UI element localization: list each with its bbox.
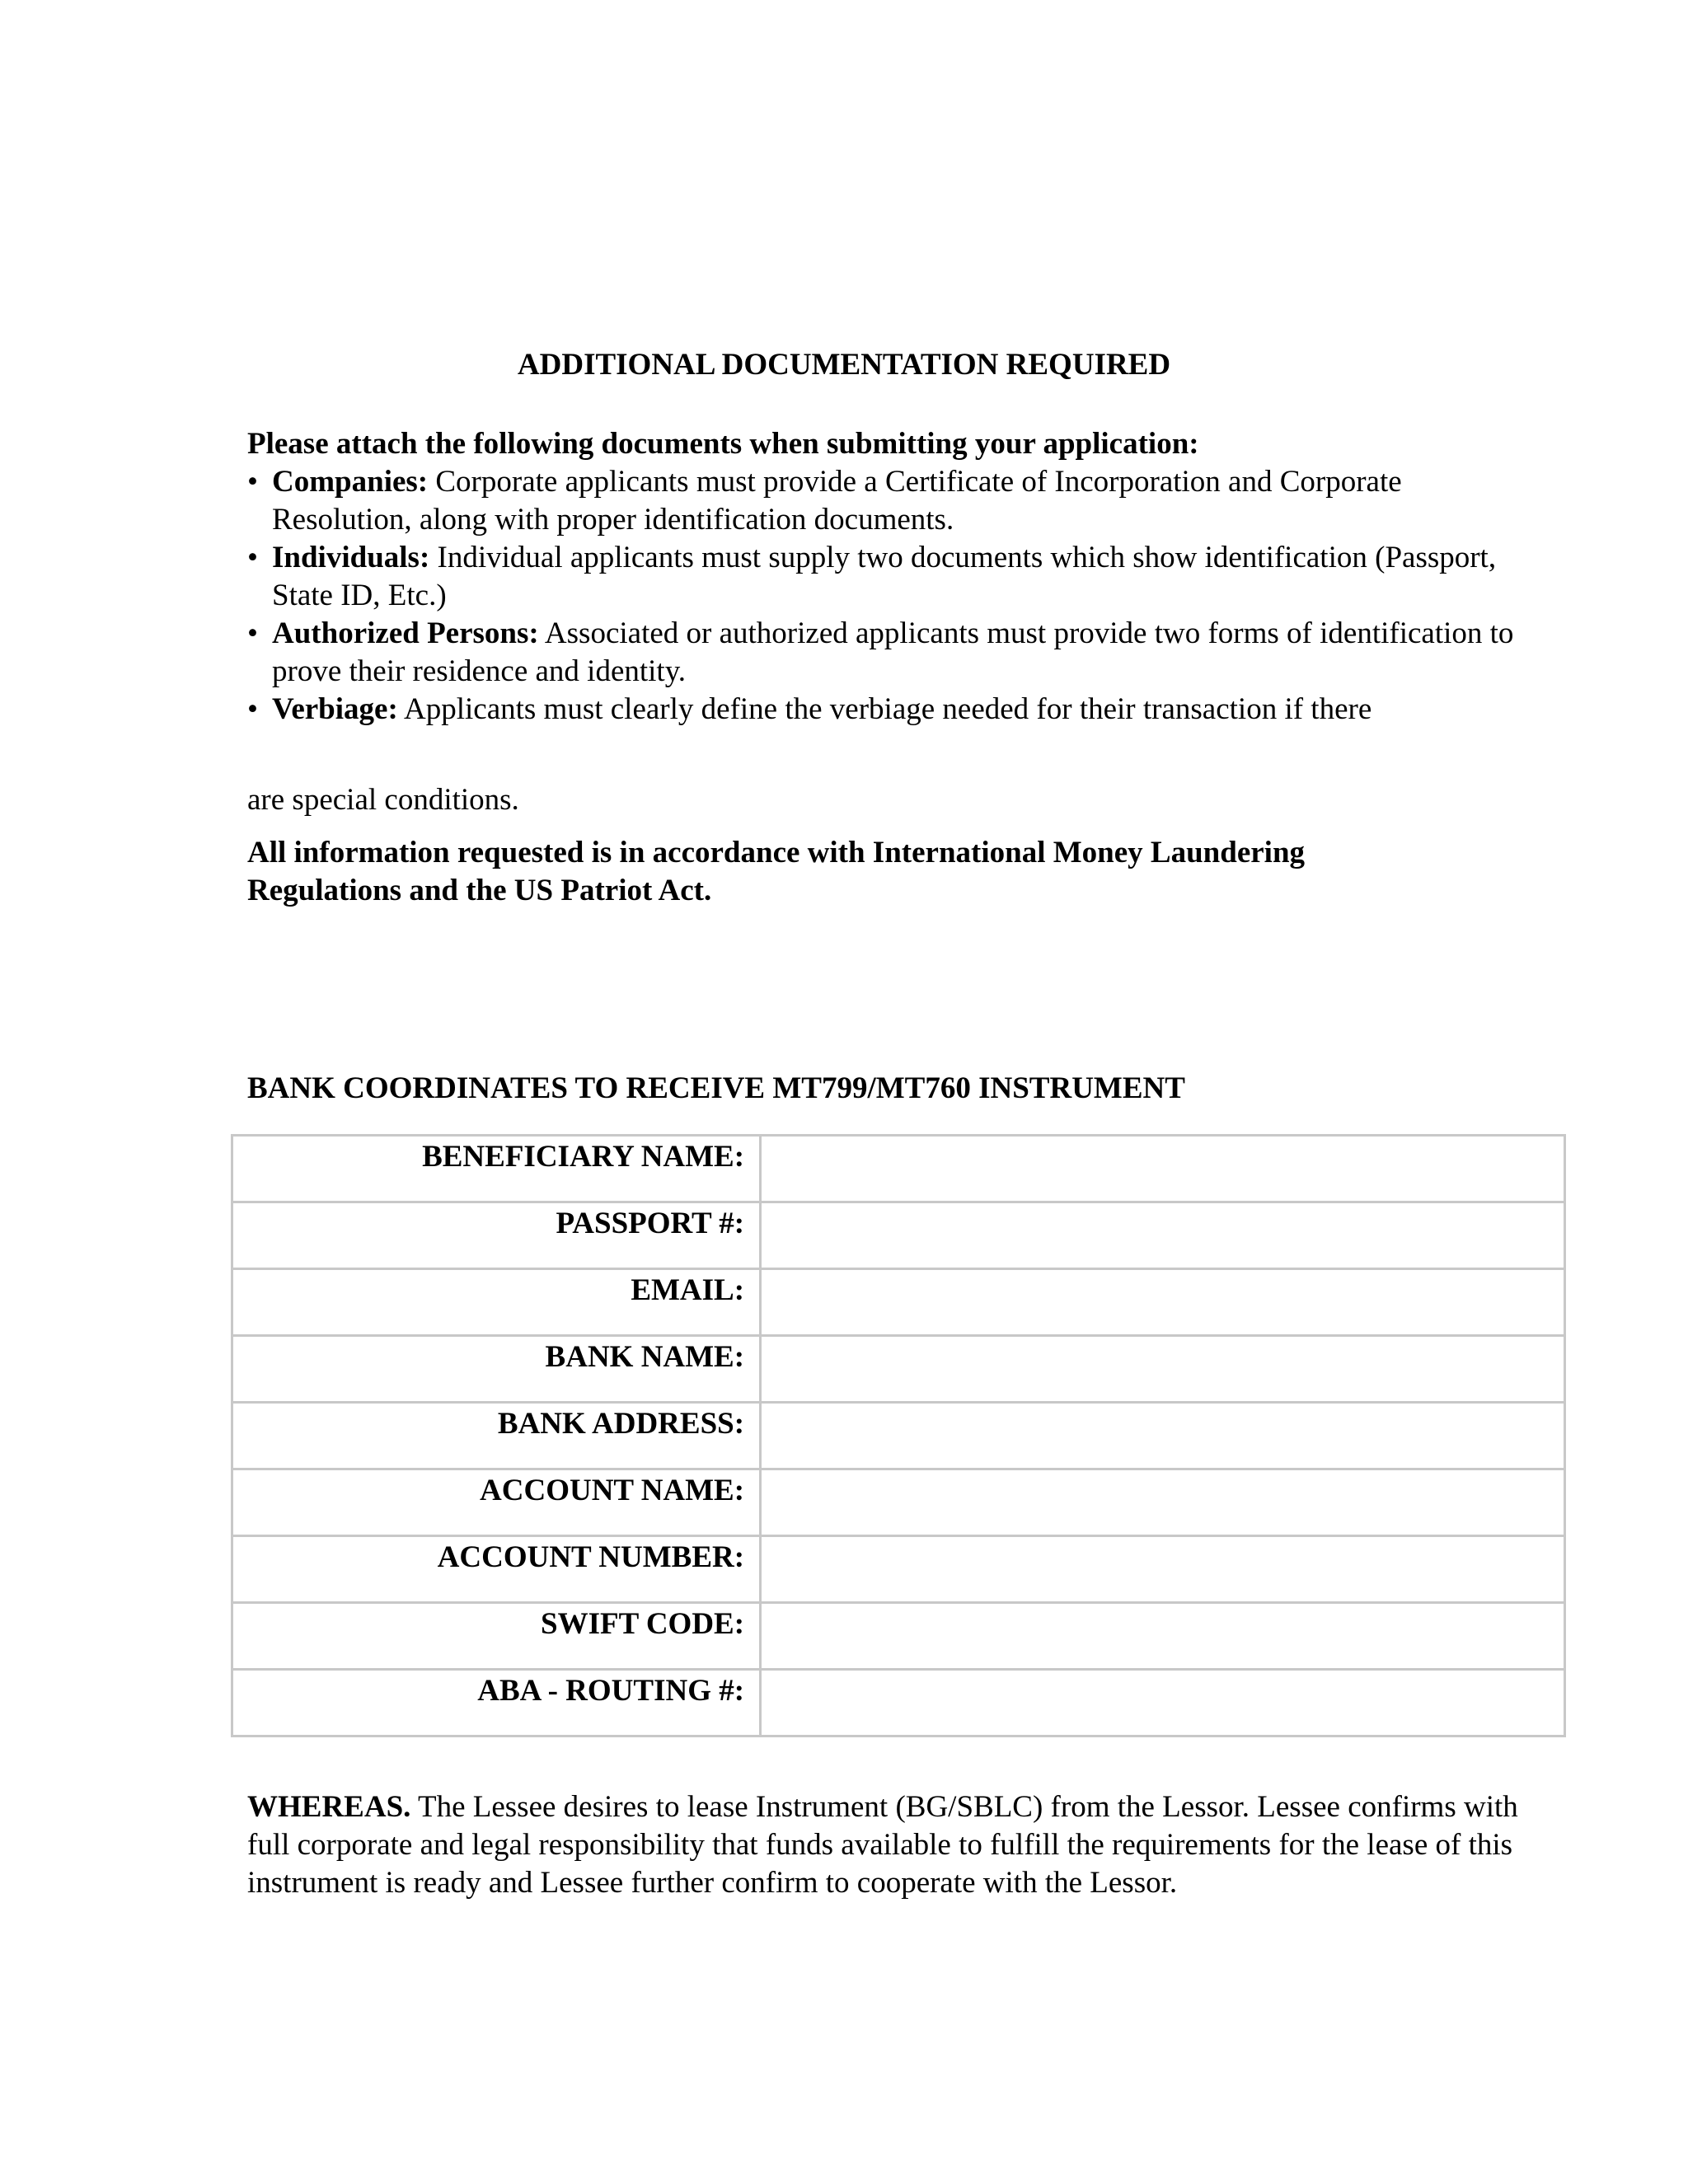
account-number-field[interactable] [761,1536,1565,1603]
email-field[interactable] [761,1269,1565,1336]
bullet-icon: • [247,616,258,650]
bank-address-label: BANK ADDRESS: [232,1403,761,1469]
table-row [232,1469,1565,1536]
beneficiary-name-field[interactable] [761,1136,1565,1202]
table-row [232,1603,1565,1670]
list-item-term: Verbiage: [272,692,398,726]
table-row [232,1336,1565,1403]
intro-text: Please attach the following documents when submitting your application: [247,427,1199,461]
account-name-field[interactable] [761,1469,1565,1536]
swift-code-label: SWIFT CODE: [232,1603,761,1670]
list-item-term: Authorized Persons: [272,616,539,650]
whereas-term: WHEREAS. [247,1790,411,1824]
list-item-text: Corporate applicants must provide a Certificate of Incorporation and Corporate Resolution, along with proper identification documents. [272,465,1402,537]
bank-coordinates-table [231,1134,1566,1737]
table-row [232,1670,1565,1736]
requirements-list [247,463,1533,729]
list-item-authorized-persons [247,615,1533,691]
table-row [232,1403,1565,1469]
list-item-companies [247,463,1533,539]
continuation-text: are special conditions. [247,783,519,817]
aba-routing-label: ABA - ROUTING #: [232,1670,761,1736]
bank-section-title: BANK COORDINATES TO RECEIVE MT799/MT760 INSTRUMENT [247,1071,1185,1105]
beneficiary-name-label: BENEFICIARY NAME: [232,1136,761,1202]
email-label: EMAIL: [232,1269,761,1336]
bank-address-field[interactable] [761,1403,1565,1469]
whereas-clause [247,1788,1533,1902]
list-item-term: Individuals: [272,541,430,574]
bullet-icon: • [247,541,258,574]
list-item-text: Associated or authorized applicants must provide two forms of identification to prove their residence and identity. [272,616,1514,688]
bank-name-label: BANK NAME: [232,1336,761,1403]
list-item-text: Applicants must clearly define the verbiage needed for their transaction if there [397,692,1372,726]
table-row [232,1269,1565,1336]
account-number-label: ACCOUNT NUMBER: [232,1536,761,1603]
table-row [232,1136,1565,1202]
bank-name-field[interactable] [761,1336,1565,1403]
bullet-icon: • [247,465,258,499]
aba-routing-field[interactable] [761,1670,1565,1736]
account-name-label: ACCOUNT NAME: [232,1469,761,1536]
table-row [232,1536,1565,1603]
list-item-text: Individual applicants must supply two documents which show identification (Passport, State ID, Etc.) [272,541,1497,612]
list-item-individuals [247,539,1533,615]
swift-code-field[interactable] [761,1603,1565,1670]
bullet-icon: • [247,692,258,726]
compliance-notice: All information requested is in accordance with International Money Laundering Regulations and the US Patriot Act. [247,836,1306,907]
table-row [232,1202,1565,1269]
list-item-verbiage [247,691,1533,729]
page-title: ADDITIONAL DOCUMENTATION REQUIRED [517,348,1171,382]
list-item-term: Companies: [272,465,429,499]
passport-field[interactable] [761,1202,1565,1269]
whereas-text: The Lessee desires to lease Instrument (BG/SBLC) from the Lessor. Lessee confirms with full corporate and legal responsibility that funds available to fulfill the requirements for the lease of this instrument is ready and Lessee further confirm to cooperate with the Lessor. [247,1790,1518,1900]
passport-label: PASSPORT #: [232,1202,761,1269]
